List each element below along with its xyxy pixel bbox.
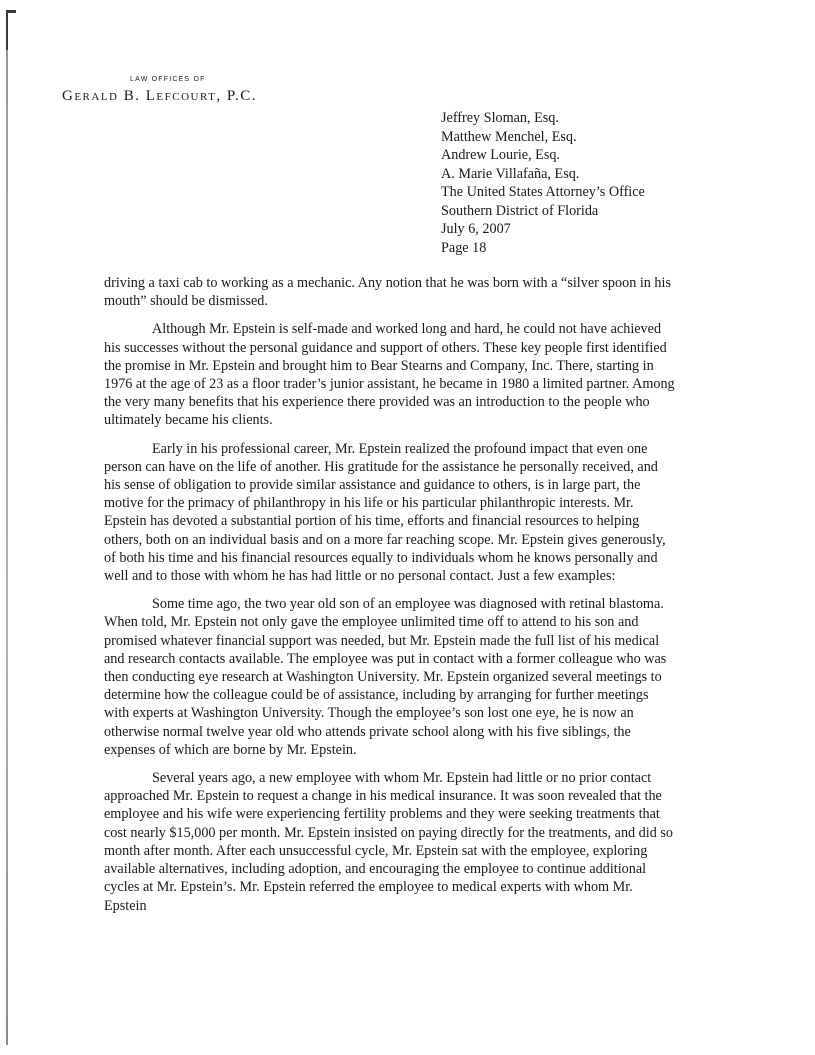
page-number: Page 18 xyxy=(441,239,487,256)
recipient-line: The United States Attorney’s Office xyxy=(441,184,645,200)
body-paragraph: Although Mr. Epstein is self-made and worked long and hard, he could not have achieved his successes without the personal guidance and support of others. These key people first identified the promise in Mr. Epstein and brought him to Bear Stearns and Company, Inc. There, starting in 1976 at the age of 23 as a floor trader’s junior assistant, he became in 1980 a limited partner. Among the very many benefits that his experience there provided was an introduction to the people who ultimately became his clients. xyxy=(104,321,675,429)
body-paragraph: Some time ago, the two year old son of an employee was diagnosed with retinal blastoma. When told, Mr. Epstein not only gave the employee unlimited time off to attend to his son and promised whatever financial support was needed, but Mr. Epstein made the full list of his medical and research contacts available. The employee was put in contact with a former colleague who was then conducting eye research at Washington University. Mr. Epstein organized several meetings to determine how the colleague could be of assistance, including by arranging for further meetings with experts at Washington University. Though the employee’s son lost one eye, he is now an otherwise normal twelve year old who attends private school along with his five siblings, the expenses of which are borne by Mr. Epstein. xyxy=(104,596,667,758)
recipient-line: Andrew Lourie, Esq. xyxy=(441,147,560,163)
body-paragraph: Several years ago, a new employee with whom Mr. Epstein had little or no prior contact approached Mr. Epstein to request a change in his medical insurance. It was soon revealed that the employee and his wife were experiencing fertility problems and they were seeking treatments that cost nearly $15,000 per month. Mr. Epstein insisted on paying directly for the treatments, and did so month after month. After each unsuccessful cycle, Mr. Epstein sat with the employee, exploring available alternatives, including adoption, and encouraging the employee to continue additional cycles at Mr. Epstein’s. Mr. Epstein referred the employee to medical experts with whom Mr. Epstein xyxy=(104,770,673,914)
recipient-line: A. Marie Villafaña, Esq. xyxy=(441,165,580,182)
recipient-line: Matthew Menchel, Esq. xyxy=(441,128,577,145)
recipient-line: Jeffrey Sloman, Esq. xyxy=(441,110,559,126)
body-paragraph: Early in his professional career, Mr. Epstein realized the profound impact that even one person can have on the life of another. His gratitude for the assistance he personally received, and his sense of obligation to provide similar assistance and guidance to others, is in large part, the motive for the primacy of philanthropy in his life or his particular philanthropic interests. Mr. Epstein has devoted a substantial portion of his time, efforts and financial resources to helping others, both on an individual basis and on a more far reaching scope. Mr. Epstein gives generously, of both his time and his financial resources equally to individuals whom he knows personally and well and to those with whom he has had little or no personal contact. Just a few examples: xyxy=(104,440,666,585)
recipient-line: Southern District of Florida xyxy=(441,202,599,219)
body-paragraph: driving a taxi cab to working as a mechanic. Any notion that he was born with a “silver spoon in his mouth” should be dismissed. xyxy=(104,275,671,310)
letterhead-firm-name: Gerald B. Lefcourt, P.C. xyxy=(62,88,258,104)
letterhead-caption: LAW OFFICES OF xyxy=(130,76,206,83)
letter-date: July 6, 2007 xyxy=(441,221,511,237)
scan-corner-mark xyxy=(6,10,16,13)
letter-body xyxy=(104,274,676,925)
recipient-block xyxy=(441,109,645,257)
scan-edge-line xyxy=(6,10,8,1045)
